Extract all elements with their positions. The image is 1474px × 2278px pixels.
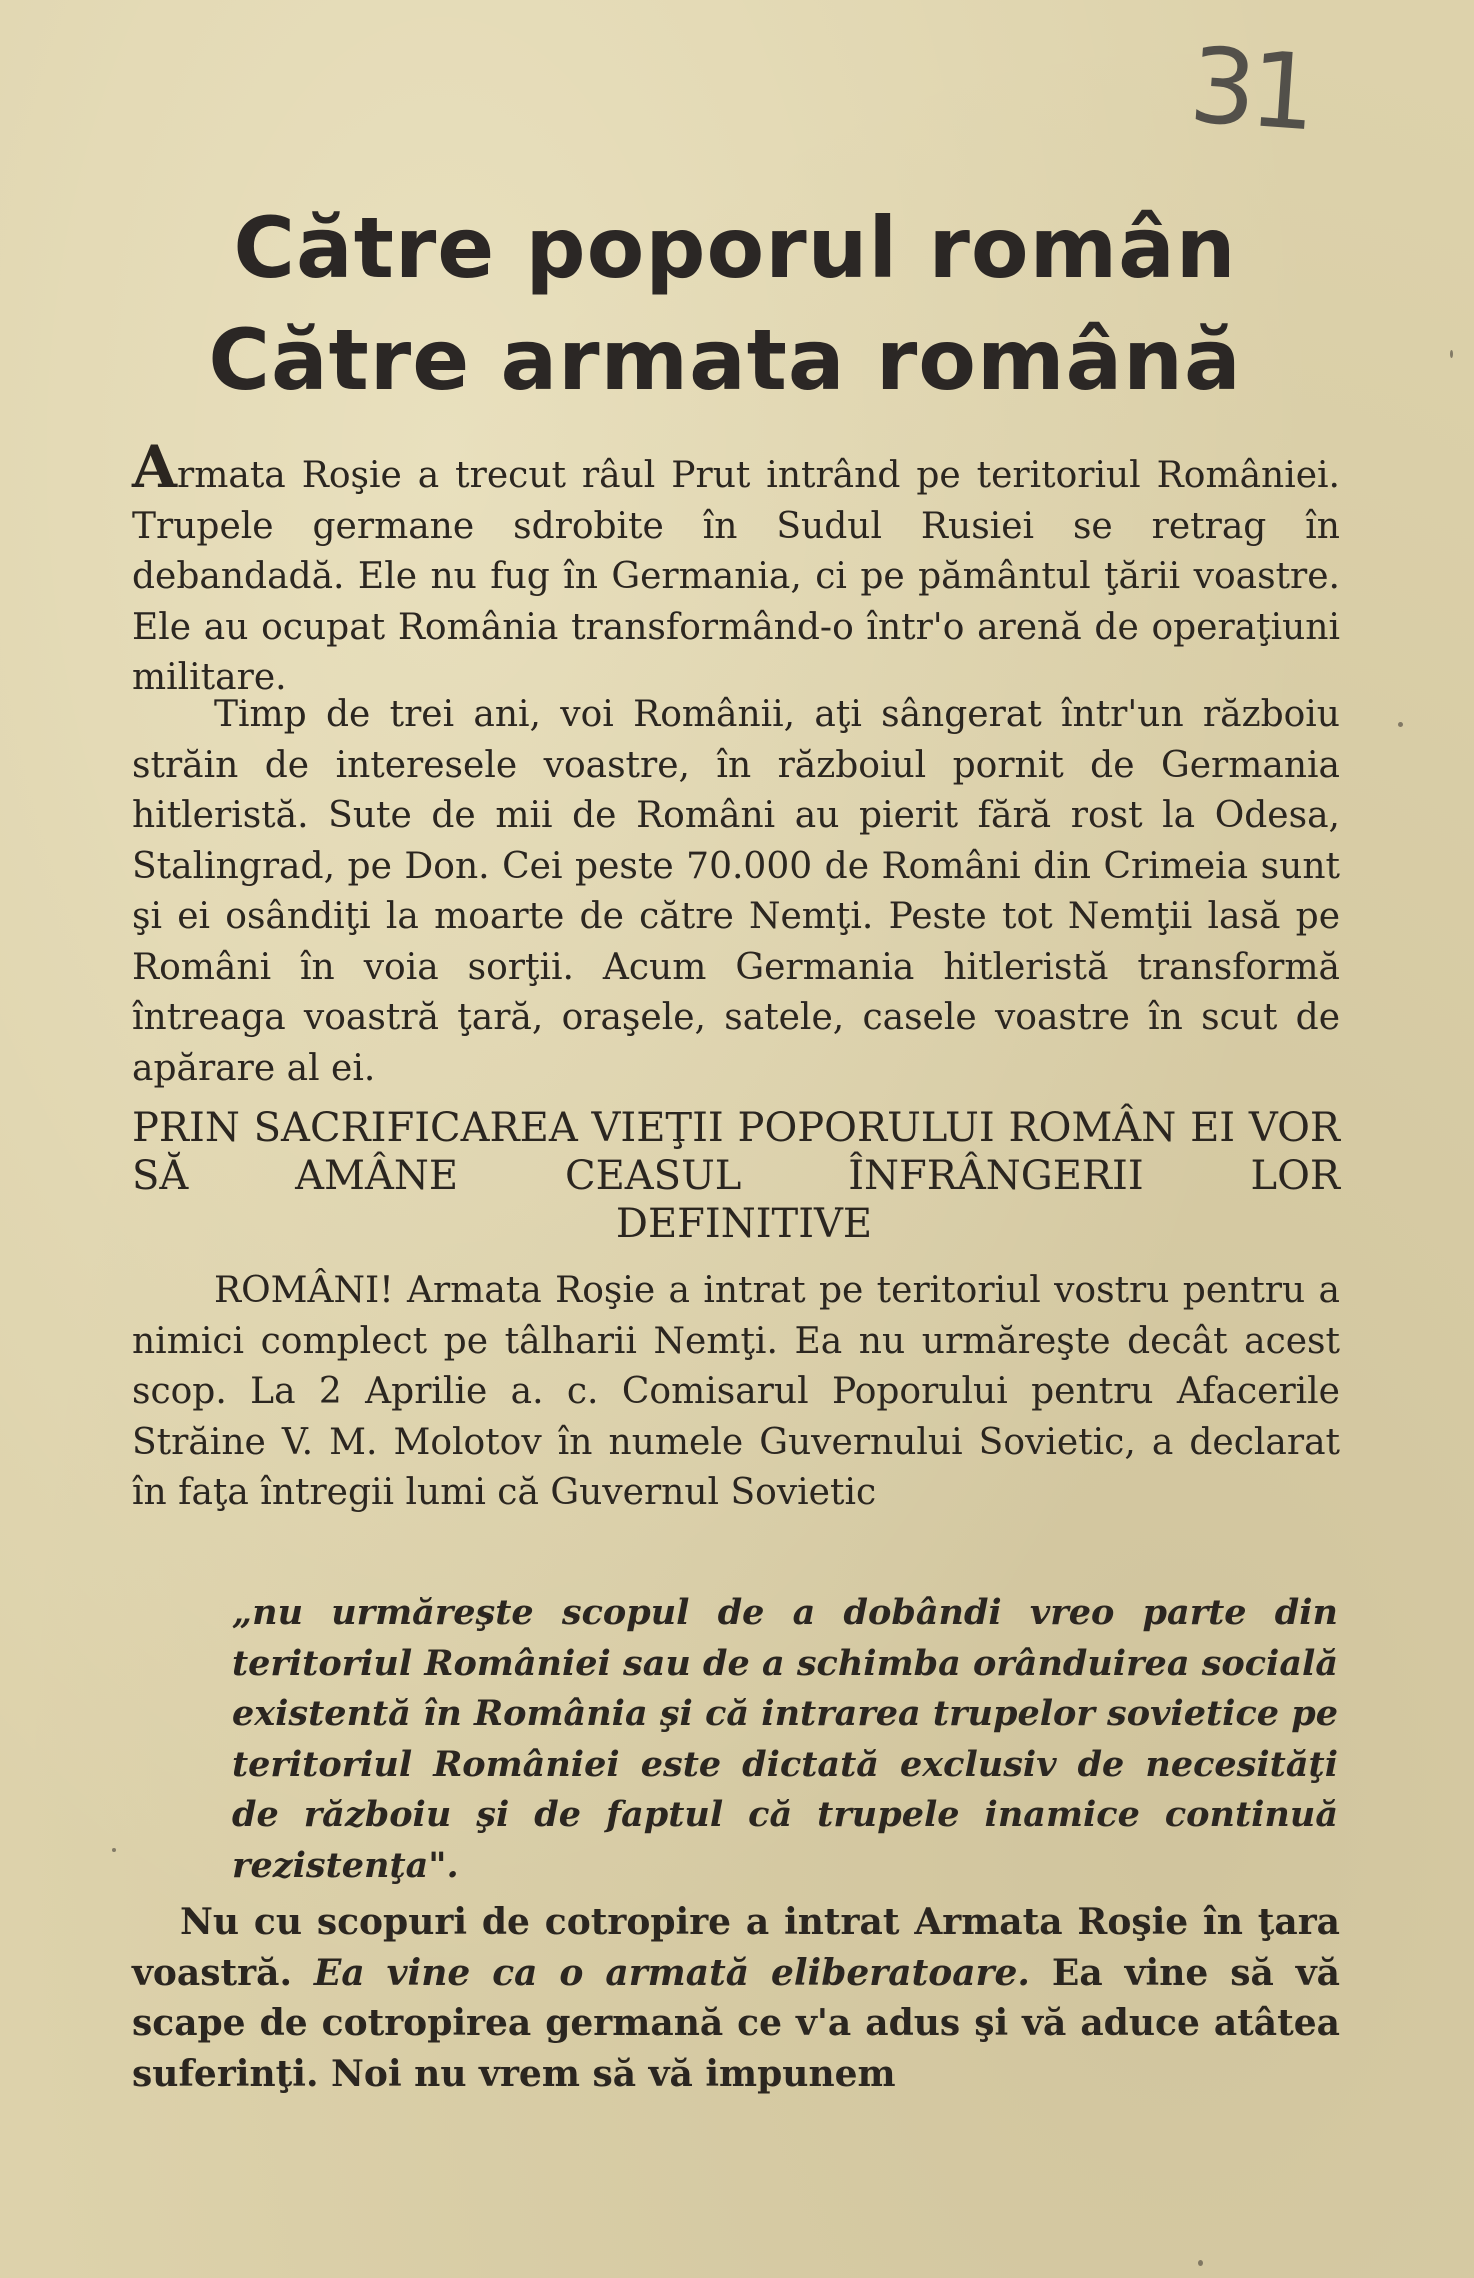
paragraph-4-emphasis: Ea vine ca o armată eliberatoare. [313,1951,1030,1994]
paragraph-1-text: rmata Roşie a trecut râul Prut intrând pe teritoriul României. Trupele germane sdrobite în Sudul Rusiei se retrag în debandadă. Ele nu fug în Germania, ci pe pământul ţării voastre. Ele au ocupat România transformând-o într'o arenă de operaţiuni militare. [132,455,1340,698]
paper-speck [1398,722,1403,727]
paper-speck [1198,2260,1203,2266]
paragraph-1 [132,433,1340,704]
handwritten-page-number: 31 [1185,23,1315,155]
paragraph-1-initial: A [132,433,178,501]
paragraph-4-text-b: Ea vine să vă scape de cotropirea germană ce v'a adus şi vă aduce atâtea suferinţi. Noi nu vrem să vă impunem [132,1951,1340,2095]
paragraph-3: ROMÂNI! Armata Roşie a intrat pe teritoriul vostru pentru a nimici complect pe tâlharii Nemţi. Ea nu urmăreşte decât acest scop. La 2 Aprilie a. c. Comisarul Poporului pentru Afacerile Străine V. M. Molotov în numele Guvernului Sovietic, a declarat în faţa întregii lumi că Guvernul Sovietic [132,1270,1340,1513]
paragraph-4 [132,1897,1340,2099]
paper-speck [112,1848,116,1852]
capitalized-statement-end: DEFINITIVE [615,1201,873,1247]
paragraph-2: Timp de trei ani, voi Românii, aţi sângerat într'un războiu străin de interesele voastre, în războiul pornit de Germania hitleristă. Sute de mii de Români au pierit fără rost la Odesa, Stalingrad, pe Don. Cei peste 70.000 de Români din Crimeia sunt şi ei osândiţi la moarte de către Nemţi. Peste tot Nemţii lasă pe Români în voia sorţii. Acum Germania hitleristă transformă întreaga voastră ţară, oraşele, satele, casele voastre în scut de apărare al ei. [132,694,1340,1089]
capitalized-statement: PRIN SACRIFICAREA VIEŢII POPORULUI ROMÂN EI VOR SĂ AMÂNE CEASUL ÎNFRÂNGERII LOR [132,1105,1340,1199]
title-line-2: Către armata română [208,311,1242,409]
molotov-quote: „nu urmăreşte scopul de a dobândi vreo parte din teritoriul României sau de a schimba orânduirea socială existentă în România şi că intrarea trupelor sovietice pe teritoriul României este dictată exclusiv de necesităţi de războiu şi de faptul că trupele inamice continuă rezistenţa". [232,1592,1338,1886]
paper-speck [1450,350,1453,358]
title-line-1: Către poporul român [233,199,1237,297]
paragraph-4-text-a: Nu cu scopuri de cotropire a intrat Armata Roşie în ţara voastră. [132,1901,1340,1994]
